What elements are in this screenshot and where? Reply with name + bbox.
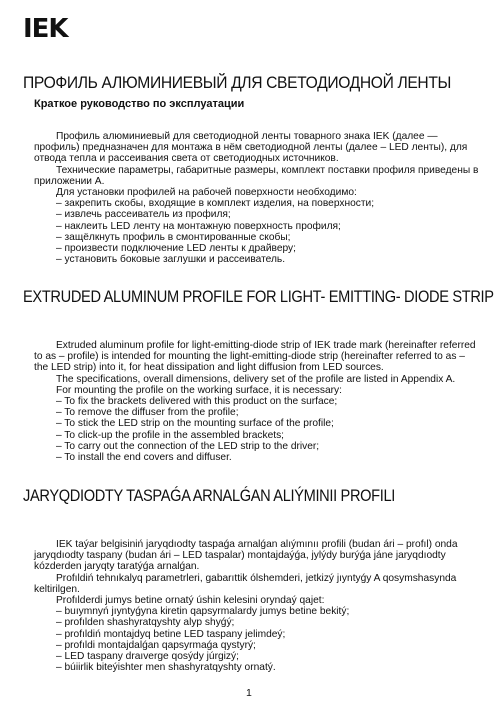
section-ru <box>34 131 480 265</box>
page-number: 1 <box>246 687 252 699</box>
list-item: – LED taspany draıverge qosýdy júrgizý; <box>56 651 239 663</box>
title-kz: JARYQDIODTY TASPAǴA ARNALǴAN ALIÝMINII PROFILI <box>23 486 396 505</box>
steps-list <box>34 396 480 463</box>
list-item: – To carry out the connection of the LED strip to the driver; <box>56 440 320 452</box>
list-item: – произвести подключение LED ленты к драйверу; <box>56 243 296 255</box>
paragraph: Технические параметры, габаритные размеры, комплект поставки профиля приведены в приложении А. <box>34 164 479 187</box>
steps-list <box>34 606 480 673</box>
list-item: – To fix the brackets delivered with this product on the surface; <box>56 396 338 408</box>
list-item: – To install the end covers and diffuser. <box>56 452 232 464</box>
list-item: – установить боковые заглушки и рассеиватель. <box>56 254 286 266</box>
list-item: – profıldi montajdalǵan qapsyrmaǵa qystyrý; <box>56 639 256 651</box>
list-item: – To stick the LED strip on the mounting surface of the profile; <box>56 418 334 430</box>
paragraph: For mounting the profile on the working surface, it is necessary: <box>56 384 342 396</box>
list-item: – наклеить LED ленту на монтажную поверхность профиля; <box>56 220 341 232</box>
title-ru: ПРОФИЛЬ АЛЮМИНИЕВЫЙ ДЛЯ СВЕТОДИОДНОЙ ЛЕНТЫ <box>23 73 452 92</box>
subtitle-ru: Краткое руководство по эксплуатации <box>34 98 245 110</box>
list-item: – To remove the diffuser from the profile; <box>56 407 239 419</box>
list-item: – защёлкнуть профиль в смонтированные скобы; <box>56 231 291 243</box>
list-item: – извлечь рассеиватель из профиля; <box>56 209 231 221</box>
iek-logo: IEK <box>23 14 68 44</box>
steps-list <box>34 198 480 265</box>
list-item: – закрепить скобы, входящие в комплект изделия, на поверхности; <box>56 198 375 210</box>
section-en <box>34 340 480 463</box>
list-item: – profılden shashyratqyshty alyp shyǵý; <box>56 617 235 629</box>
paragraph: Profıldiń tehnıkalyq parametrleri, gabarıttik ólshemderi, jetkizý jıyntyǵy A qosymshasynda keltirilgen. <box>34 572 457 595</box>
paragraph: Для установки профилей на рабочей поверхности необходимо: <box>56 187 357 199</box>
list-item: – To click-up the profile in the assembled brackets; <box>56 429 285 441</box>
list-item: – búiirlik biteýishter men shashyratqyshty ornatý. <box>56 662 276 674</box>
paragraph: Profılderdi jumys betine ornatý úshin kelesini oryndaý qajet: <box>56 595 325 607</box>
paragraph: Профиль алюминиевый для светодиодной ленты товарного знака IEK (далее — профиль) предназначен для монтажа в нём светодиодной ленты (далее – LED ленты), для отвода тепла и рассеивания света от светодиодных источников. <box>34 131 468 165</box>
title-en: EXTRUDED ALUMINUM PROFILE FOR LIGHT- EMITTING- DIODE STRIP <box>23 287 494 306</box>
paragraph: IEK taýar belgisiniń jaryqdıodty taspaǵa arnalǵan alıýmınıı profili (budan ári – profıl) onda jaryqdıodty taspany (budan ári – LED taspalar) montajdaýǵa, jylýdy burýǵa jáne jaryqdıodty kózderden jaryqty taratýǵa arnalǵan. <box>34 539 458 573</box>
paragraph: The specifications, overall dimensions, delivery set of the profile are listed in Appendix A. <box>56 373 456 385</box>
section-kz <box>34 539 480 673</box>
list-item: – buıymnyń jıyntyǵyna kiretin qapsyrmalardy jumys betine bekitý; <box>56 606 350 618</box>
list-item: – profıldiń montajdyq betine LED taspany jelimdeý; <box>56 628 286 640</box>
paragraph: Extruded aluminum profile for light-emitting-diode strip of IEK trade mark (hereinafter referred to as – profile) is intended for mounting the light-emitting-diode strip (hereinafter referred to as – the LED strip) into it, for heat dissipation and light diffusion from LED sources. <box>34 340 476 374</box>
